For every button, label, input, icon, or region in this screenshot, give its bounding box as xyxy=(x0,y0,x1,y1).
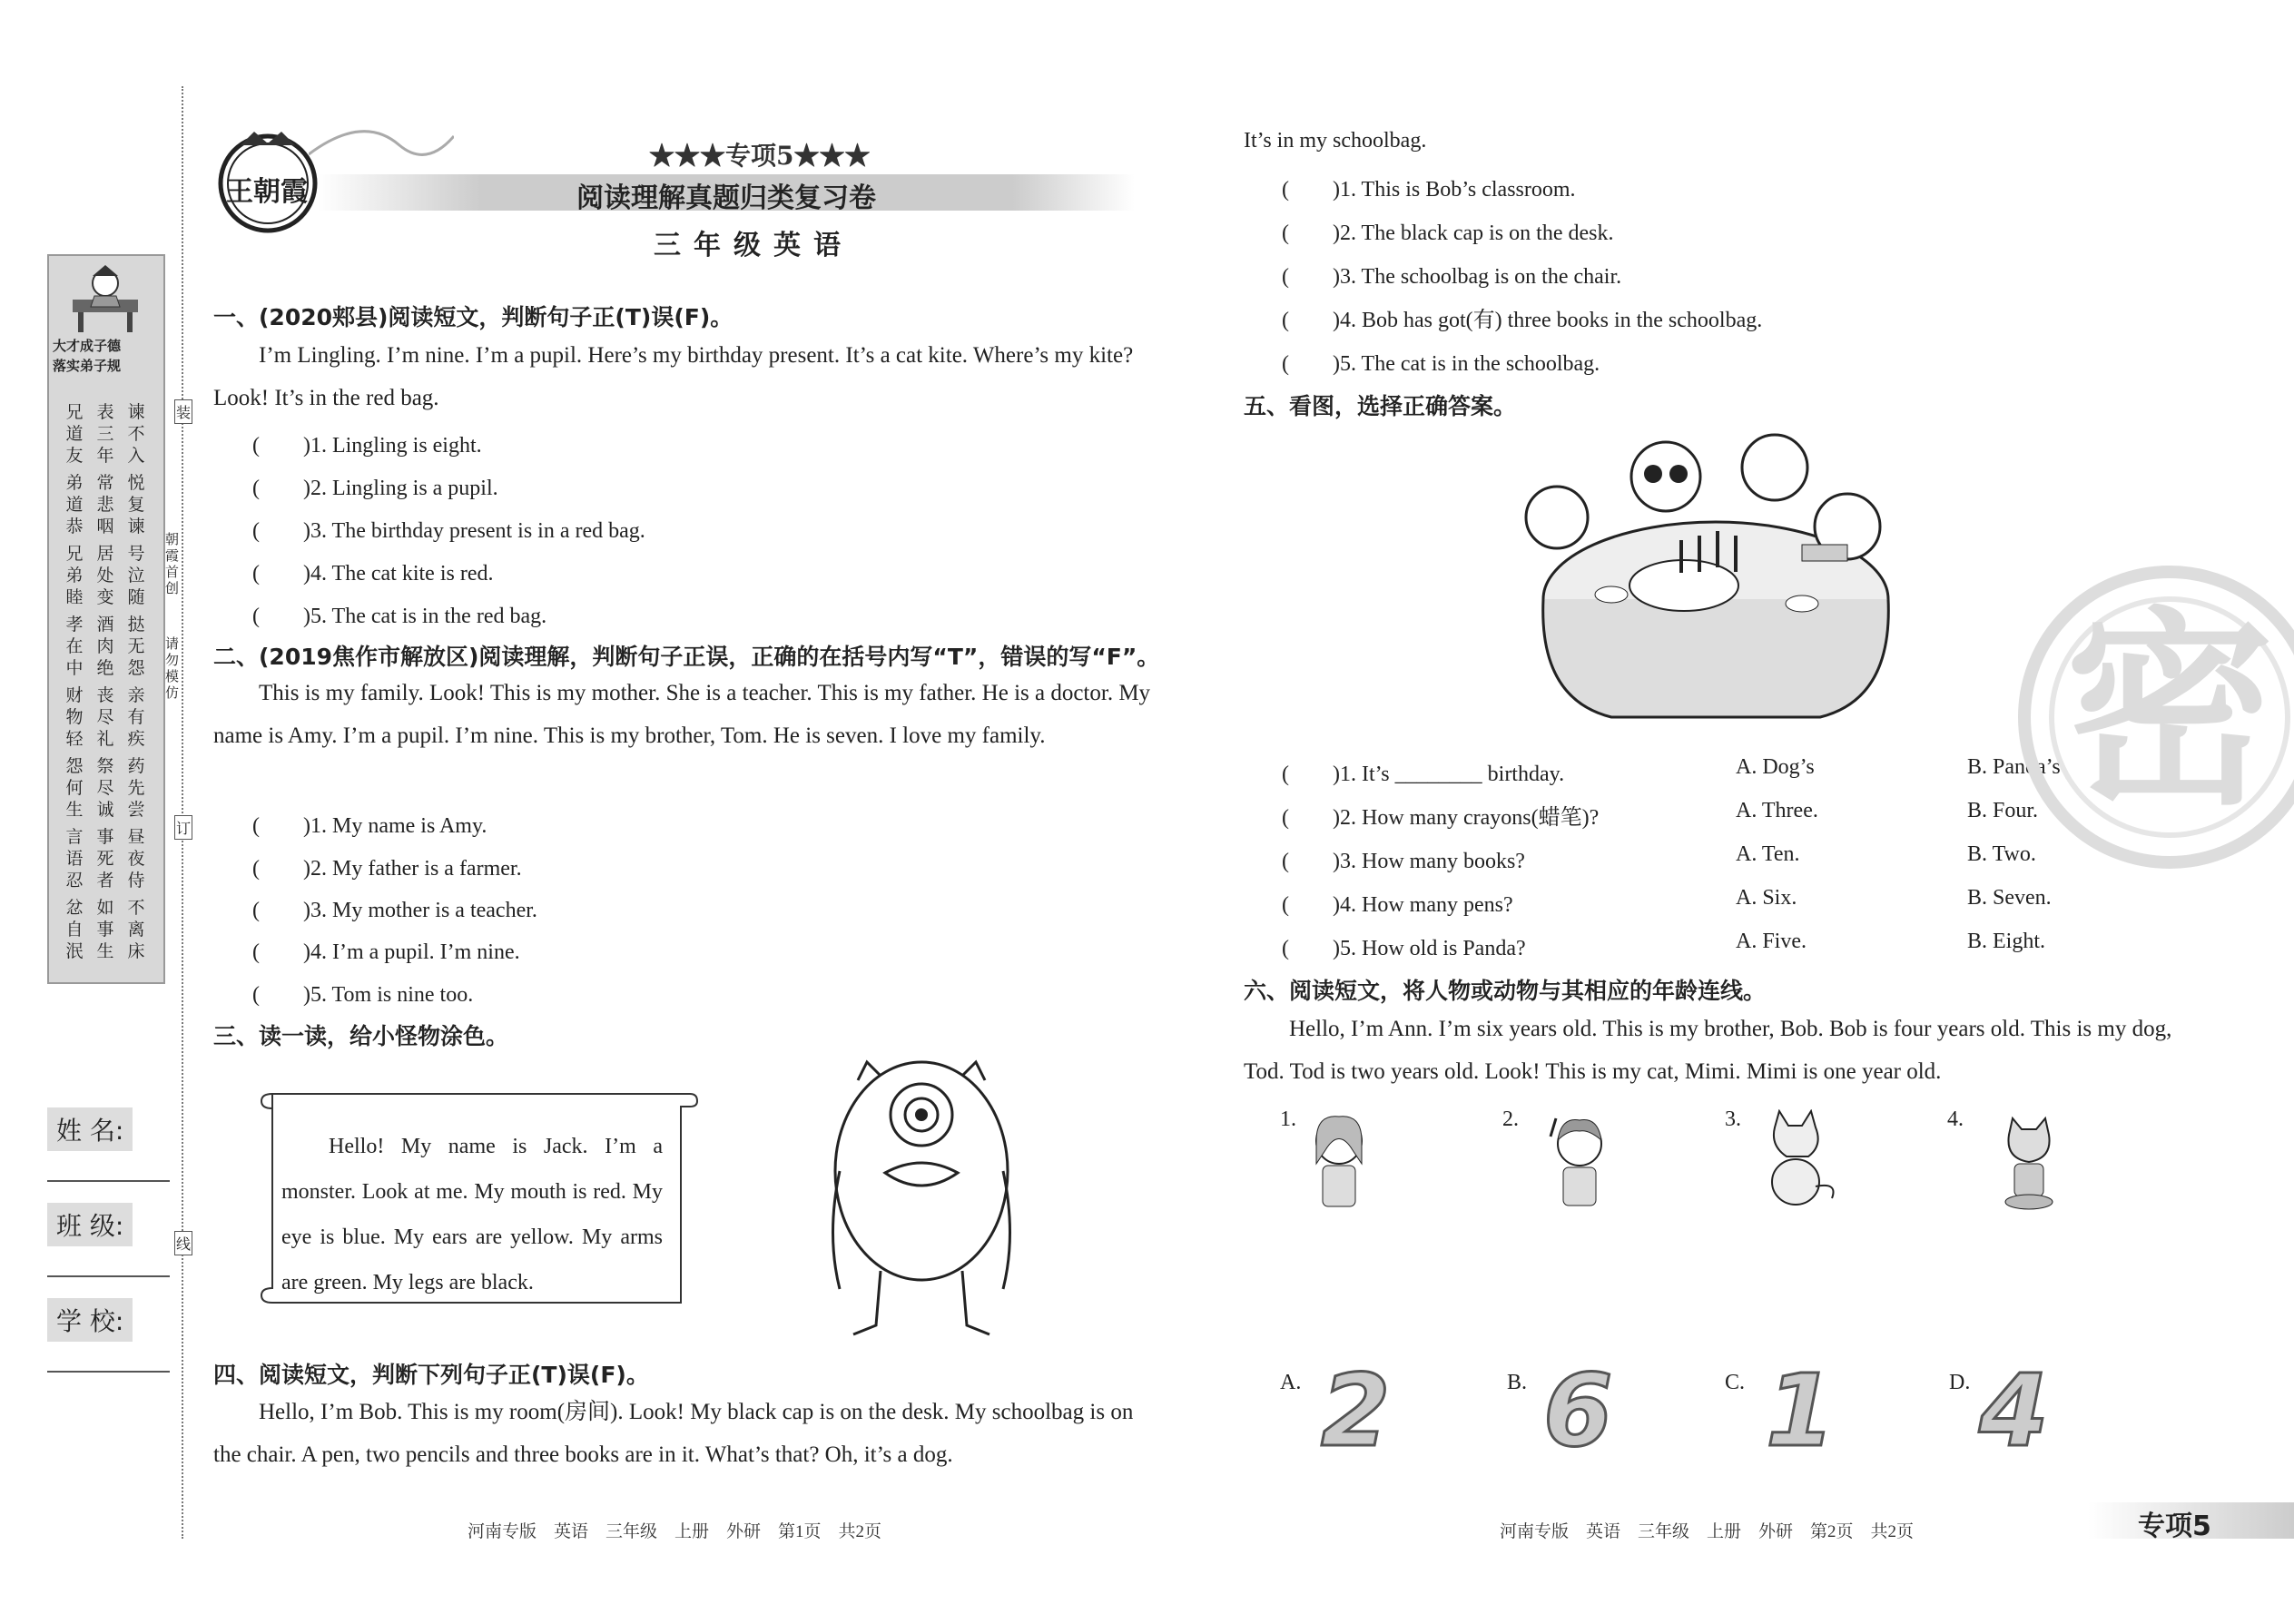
section3-title: 三、读一读，给小怪物涂色。 xyxy=(213,1023,509,1049)
number-six[interactable]: 6 xyxy=(1543,1353,1613,1469)
poem-column: 悦复谏 xyxy=(127,473,145,536)
section4-passage: Hello, I’m Bob. This is my room(房间). Look! My black cap is on the desk. My schoolbag is on the chair. A pen, two pencils and three books are in it. What’s that? Oh, it’s a dog. xyxy=(213,1400,1134,1467)
s4-item-4[interactable]: ( )4. Bob has got(有) three books in the schoolbag. xyxy=(1282,309,1763,332)
header-badge: ★★★专项5★★★ xyxy=(649,141,871,171)
num-label-a: A. xyxy=(1280,1371,1302,1394)
s5-q1[interactable]: ( )1. It’s ________ birthday. xyxy=(1282,763,1565,786)
poem-column: 不离床 xyxy=(127,898,145,961)
poem-column: 忿自泯 xyxy=(65,898,84,961)
poem-column: 丧尽礼 xyxy=(96,685,114,749)
poem-column: 事死者 xyxy=(96,827,114,891)
s2-item-4[interactable]: ( )4. I’m a pupil. I’m nine. xyxy=(252,940,520,964)
s5-q5[interactable]: ( )5. How old is Panda? xyxy=(1282,937,1526,960)
poem-column: 昼夜侍 xyxy=(127,827,145,891)
s1-item-2[interactable]: ( )2. Lingling is a pupil. xyxy=(252,477,498,500)
s4-item-2[interactable]: ( )2. The black cap is on the desk. xyxy=(1282,221,1614,245)
page-subtitle: 三年级英语 xyxy=(654,230,853,261)
cat-picture[interactable] xyxy=(1993,1115,2065,1215)
num-label-b: B. xyxy=(1507,1371,1528,1394)
s1-item-1[interactable]: ( )1. Lingling is eight. xyxy=(252,434,482,458)
poem-column: 弟道恭 xyxy=(65,473,84,536)
pic-label-1: 1. xyxy=(1280,1107,1296,1131)
seal-label-ding: 订 xyxy=(174,815,192,840)
name-label: 姓 名: xyxy=(47,1107,133,1151)
scroll-box xyxy=(254,1085,699,1312)
s4-item-3[interactable]: ( )3. The schoolbag is on the chair. xyxy=(1282,265,1622,289)
section6-passage: Hello, I’m Ann. I’m six years old. This is my brother, Bob. Bob is four years old. This is my dog, Tod. Tod is two years old. Look! This is my cat, Mimi. Mimi is one year old. xyxy=(1244,1017,2172,1084)
brand-logo xyxy=(213,127,322,236)
girl-picture[interactable] xyxy=(1303,1109,1375,1209)
s2-item-5[interactable]: ( )5. Tom is nine too. xyxy=(252,983,474,1007)
s5-q4-b[interactable]: B. Seven. xyxy=(1967,886,2052,910)
pic-label-4: 4. xyxy=(1947,1107,1964,1131)
poem-column: 怨何生 xyxy=(65,756,84,820)
poem-column: 孝在中 xyxy=(65,615,84,678)
s1-item-3[interactable]: ( )3. The birthday present is in a red bag. xyxy=(252,519,645,543)
number-one[interactable]: 1 xyxy=(1766,1353,1836,1469)
poem-column: 如事生 xyxy=(96,898,114,961)
page-title: 阅读理解真题归类复习卷 xyxy=(576,182,876,214)
section4-title: 四、阅读短文，判断下列句子正(T)误(F)。 xyxy=(213,1362,649,1388)
s1-item-5[interactable]: ( )5. The cat is in the red bag. xyxy=(252,605,547,628)
s2-item-2[interactable]: ( )2. My father is a farmer. xyxy=(252,857,522,881)
s2-item-1[interactable]: ( )1. My name is Amy. xyxy=(252,814,487,838)
pic-label-2: 2. xyxy=(1502,1107,1519,1131)
poem-column: 常悲咽 xyxy=(96,473,114,536)
s5-q4[interactable]: ( )4. How many pens? xyxy=(1282,893,1513,917)
motto-2: 落实弟子规 xyxy=(53,358,122,374)
pic-label-3: 3. xyxy=(1725,1107,1741,1131)
poem-column: 挞无怨 xyxy=(127,615,145,678)
scroll-text: Hello! My name is Jack. I’m a monster. Look at me. My mouth is red. My eye is blue. My ears are yellow. My arms are green. My legs are black. xyxy=(281,1135,663,1294)
section2-passage: This is my family. Look! This is my mother. She is a teacher. This is my father. He is a doctor. My name is Amy. I’m a pupil. I’m nine. This is my brother, Tom. He is seven. I love my family. xyxy=(213,681,1151,748)
vertical-note-2: 请勿模仿 xyxy=(165,635,180,701)
section2-title: 二、(2019焦作市解放区)阅读理解，判断句子正误，正确的在括号内写“T”，错误的写“F”。 xyxy=(213,644,1160,670)
s4-item-5[interactable]: ( )5. The cat is in the schoolbag. xyxy=(1282,352,1600,376)
party-illustration xyxy=(1502,427,1929,740)
class-field[interactable] xyxy=(47,1275,170,1277)
poem-column: 药先尝 xyxy=(127,756,145,820)
name-field[interactable] xyxy=(47,1180,170,1182)
s5-q2-a[interactable]: A. Three. xyxy=(1736,799,1818,822)
number-four[interactable]: 4 xyxy=(1979,1353,2049,1469)
poem-column: 居处变 xyxy=(96,544,114,607)
number-two[interactable]: 2 xyxy=(1321,1353,1391,1469)
s2-item-3[interactable]: ( )3. My mother is a teacher. xyxy=(252,899,537,922)
footer-left: 河南专版 英语 三年级 上册 外研 第1页 共2页 xyxy=(468,1522,882,1541)
num-label-c: C. xyxy=(1725,1371,1746,1394)
class-label: 班 级: xyxy=(47,1203,133,1246)
boy-picture[interactable] xyxy=(1543,1109,1616,1209)
sidebar-poem-panel xyxy=(47,254,165,984)
poem-column: 酒肉绝 xyxy=(96,615,114,678)
s5-q3-a[interactable]: A. Ten. xyxy=(1736,842,1800,866)
scholar-figure xyxy=(67,263,143,336)
binding-dotted-line xyxy=(182,86,183,1539)
motto-1: 大才成子德 xyxy=(53,338,122,354)
poem-column: 祭尽诚 xyxy=(96,756,114,820)
logo-text: 王朝霞 xyxy=(226,176,308,208)
confidential-seal xyxy=(2015,563,2294,871)
footer-right: 河南专版 英语 三年级 上册 外研 第2页 共2页 xyxy=(1500,1522,1915,1541)
s5-q5-a[interactable]: A. Five. xyxy=(1736,930,1807,953)
monster-illustration xyxy=(831,1053,1030,1343)
s5-q3-b[interactable]: B. Two. xyxy=(1967,842,2036,866)
section1-passage: I’m Lingling. I’m nine. I’m a pupil. Here’s my birthday present. It’s a cat kite. Where’s my kite? Look! It’s in the red bag. xyxy=(213,343,1134,410)
seal-label-zhuang: 装 xyxy=(174,399,192,424)
vertical-note-1: 朝霞首创 xyxy=(165,531,180,596)
school-field[interactable] xyxy=(47,1371,170,1373)
dog-picture[interactable] xyxy=(1752,1109,1843,1214)
poem-column: 亲有疾 xyxy=(127,685,145,749)
seal-label-xian: 线 xyxy=(174,1231,192,1255)
poem-column: 兄弟睦 xyxy=(65,544,84,607)
poem-column: 言语忍 xyxy=(65,827,84,891)
s5-q4-a[interactable]: A. Six. xyxy=(1736,886,1797,910)
s5-q1-b[interactable]: B. Panda’s xyxy=(1967,755,2061,779)
poem-column: 号泣随 xyxy=(127,544,145,607)
footer-tag: 专项5 xyxy=(2138,1511,2211,1542)
section6-title: 六、阅读短文，将人物或动物与其相应的年龄连线。 xyxy=(1244,978,1767,1004)
s1-item-4[interactable]: ( )4. The cat kite is red. xyxy=(252,562,494,586)
s5-q1-a[interactable]: A. Dog’s xyxy=(1736,755,1815,779)
section5-title: 五、看图，选择正确答案。 xyxy=(1244,393,1517,419)
seal-text: 密 xyxy=(2065,591,2275,833)
s4-item-1[interactable]: ( )1. This is Bob’s classroom. xyxy=(1282,178,1576,202)
s5-q5-b[interactable]: B. Eight. xyxy=(1967,930,2046,953)
s5-q2-b[interactable]: B. Four. xyxy=(1967,799,2039,822)
poem-column: 财物轻 xyxy=(65,685,84,749)
poem-column: 谏不入 xyxy=(127,402,145,466)
school-label: 学 校: xyxy=(47,1298,133,1342)
ribbon-decoration xyxy=(309,118,454,172)
num-label-d: D. xyxy=(1949,1371,1971,1394)
s5-q3[interactable]: ( )3. How many books? xyxy=(1282,850,1525,873)
section4-passage-cont: It’s in my schoolbag. xyxy=(1244,129,1427,153)
section1-title: 一、(2020郏县)阅读短文，判断句子正(T)误(F)。 xyxy=(213,304,733,330)
poem-column: 表三年 xyxy=(96,402,114,466)
poem-column: 兄道友 xyxy=(65,402,84,466)
s5-q2[interactable]: ( )2. How many crayons(蜡笔)? xyxy=(1282,806,1600,830)
